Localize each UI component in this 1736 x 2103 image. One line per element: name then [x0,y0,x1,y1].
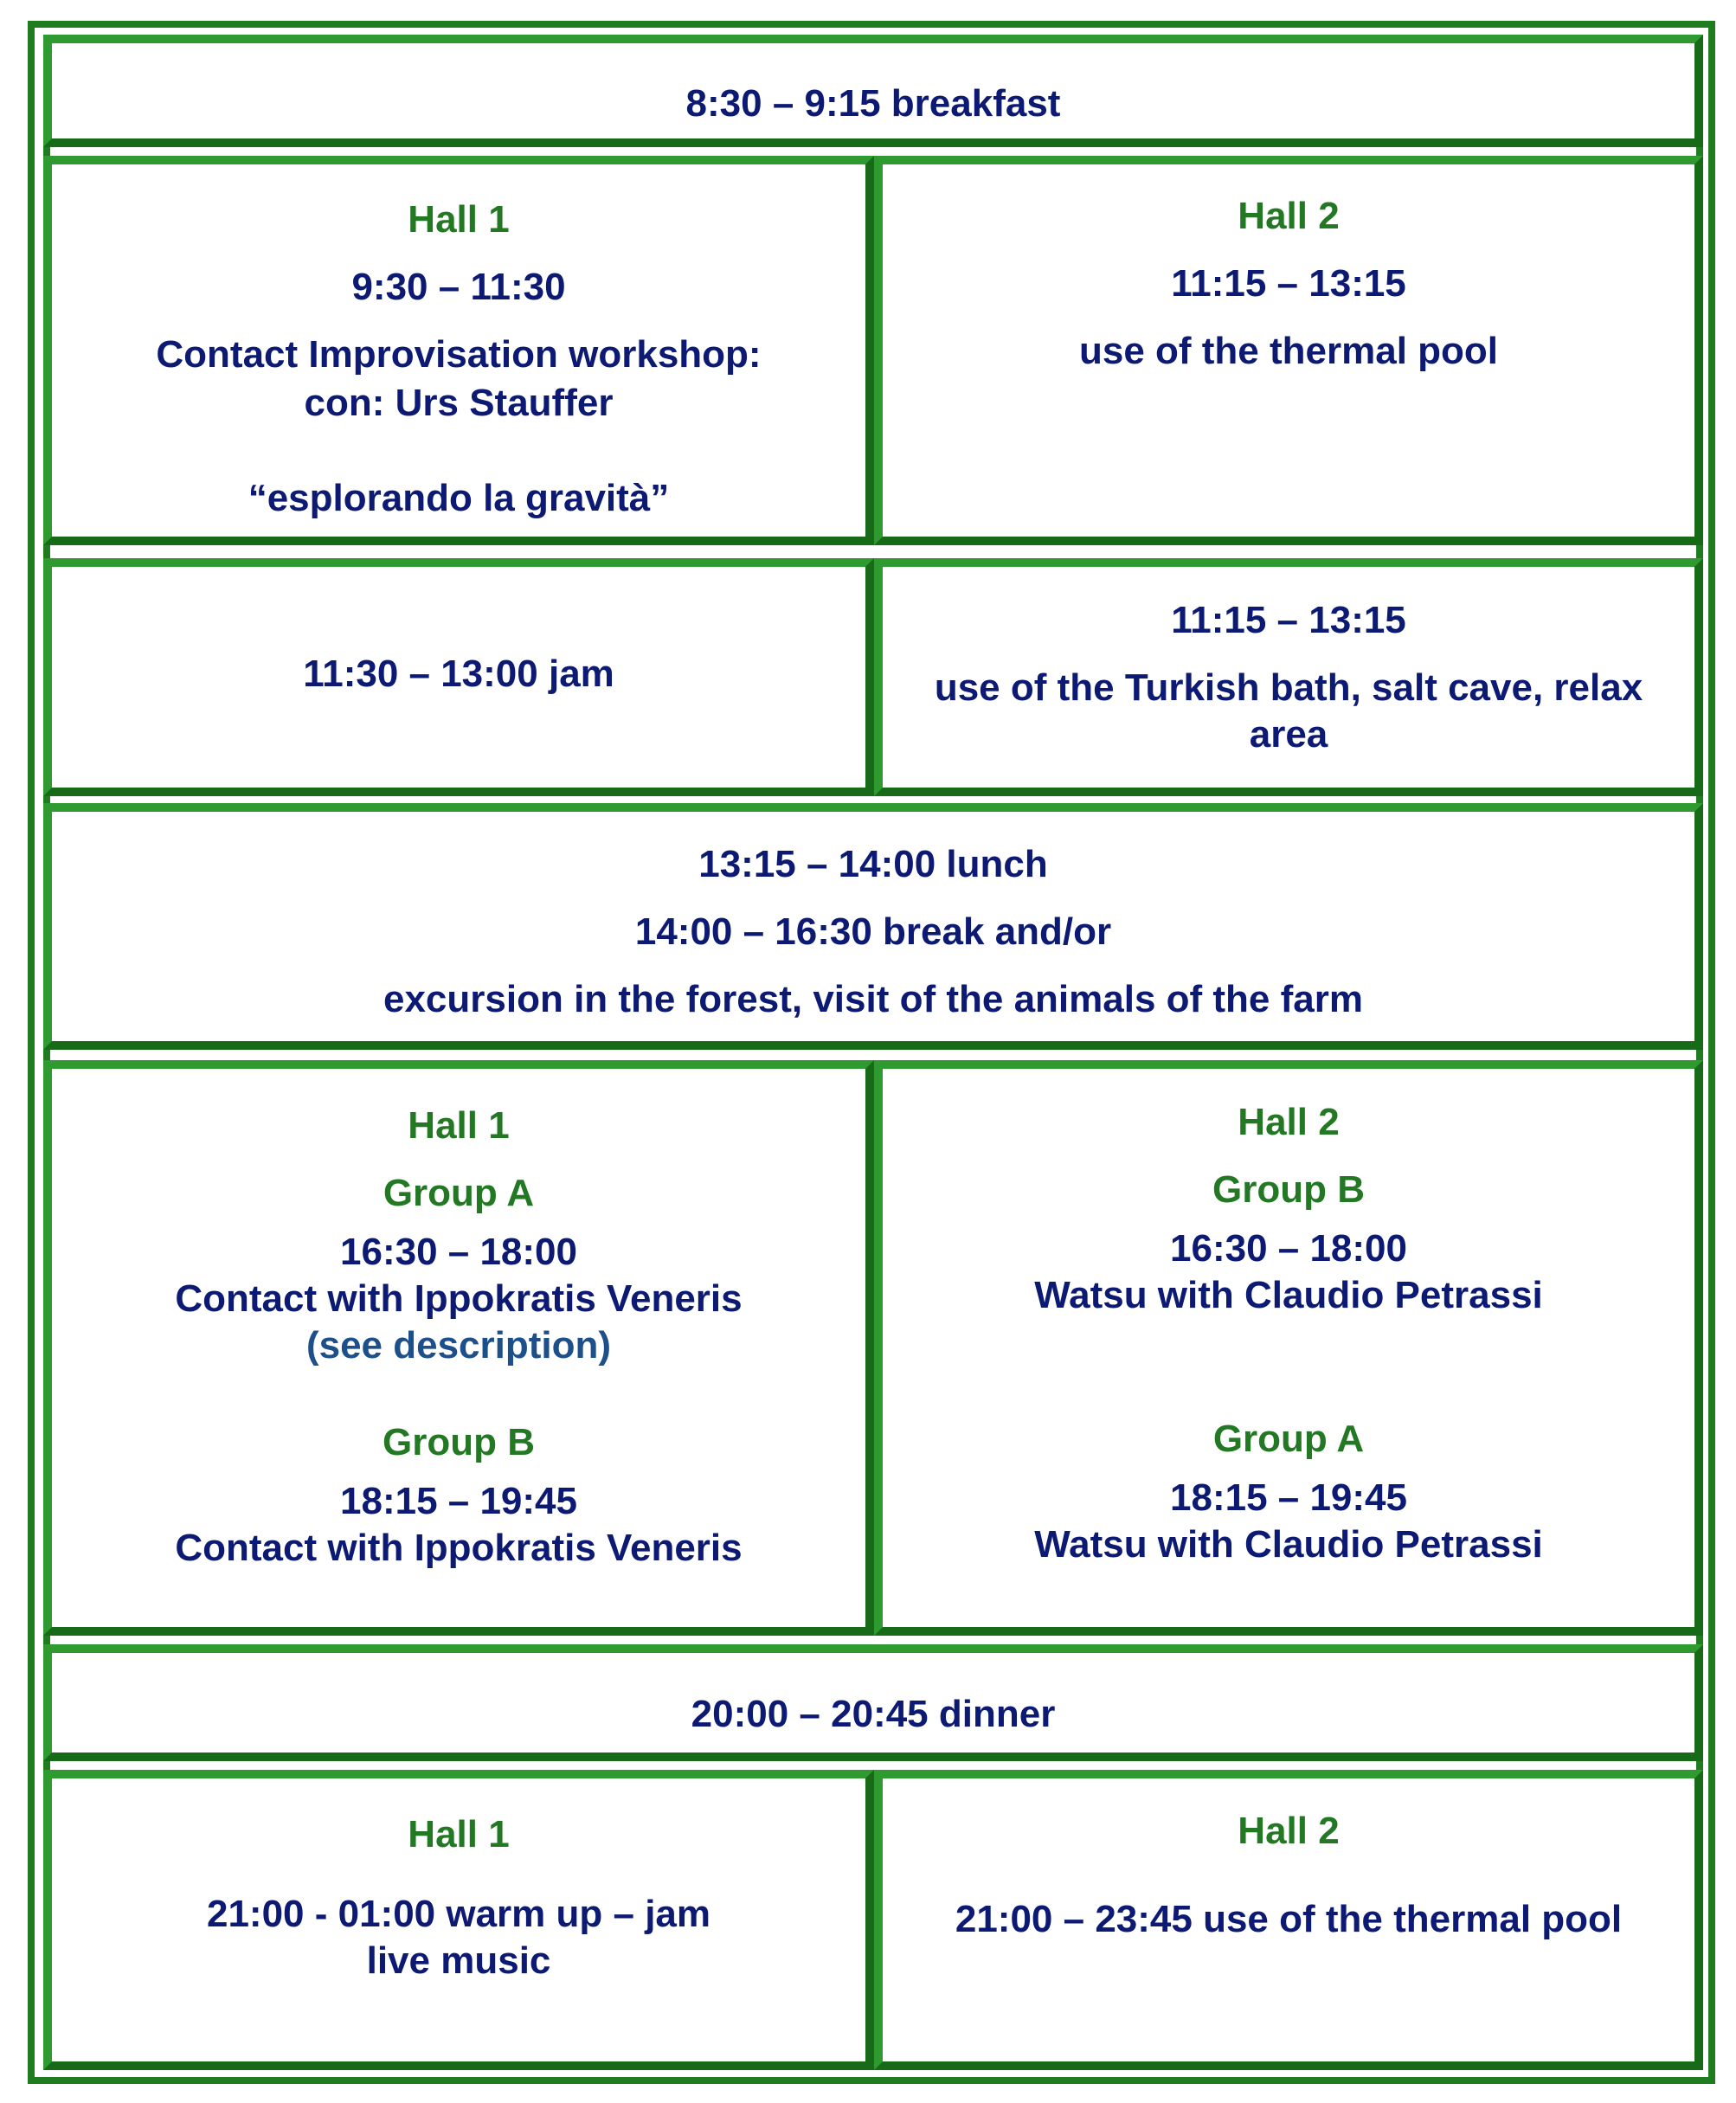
dinner-text: 20:00 – 20:45 dinner [691,1693,1056,1735]
time-text: 16:30 – 18:00 [1170,1227,1407,1270]
workshop-subtitle: “esplorando la gravità” [248,477,670,519]
dinner-cell [43,1644,1703,1761]
hall1-label: Hall 1 [408,1813,510,1855]
hall2-label: Hall 2 [1238,1101,1340,1143]
lunch-cell [43,803,1703,1050]
time-text: 11:15 – 13:15 [1171,262,1406,305]
hall1-label: Hall 1 [408,1104,510,1147]
group-label: Group A [1212,1418,1365,1460]
group-label: Group B [1212,1168,1365,1211]
activity-text: Contact with Ippokratis Veneris [175,1527,743,1569]
activity-text: use of the thermal pool [1078,330,1499,372]
teacher-text: con: Urs Stauffer [304,382,614,424]
activity-text: Watsu with Claudio Petrassi [1034,1274,1543,1316]
group-label: Group B [383,1421,535,1463]
morning-hall1-cell [43,156,874,545]
breakfast-text: 8:30 – 9:15 breakfast [685,82,1061,125]
time-text: 18:15 – 19:45 [1170,1476,1407,1519]
group-label: Group A [383,1172,535,1214]
time-text: 16:30 – 18:00 [340,1231,577,1273]
time-text: 11:15 – 13:15 [1171,599,1406,641]
hall2-label: Hall 2 [1238,195,1340,237]
hall1-label: Hall 1 [408,198,510,241]
midmorning-hall2-cell [874,558,1703,796]
activity-text: Watsu with Claudio Petrassi [1034,1523,1543,1566]
evening-hall1-cell [43,1770,874,2070]
activity-text: Contact with Ippokratis Veneris [175,1277,743,1320]
afternoon-hall1-cell [43,1060,874,1636]
afternoon-hall2-cell [874,1060,1703,1636]
midmorning-hall1-cell [43,558,874,796]
excursion-text: excursion in the forest, visit of the animals of the farm [383,978,1363,1020]
time-text: 18:15 – 19:45 [340,1480,577,1522]
evening-activity-line2: live music [366,1939,551,1982]
evening-activity-line1: 21:00 – 23:45 use of the thermal pool [955,1898,1623,1940]
breakfast-cell [43,35,1703,147]
lunch-text: 13:15 – 14:00 lunch [698,843,1048,885]
hall2-label: Hall 2 [1238,1810,1340,1852]
evening-hall2-cell [874,1770,1703,2070]
activity-text-line1: use of the Turkish bath, salt cave, relax [934,666,1643,709]
morning-hall2-cell [874,156,1703,545]
time-text: 9:30 – 11:30 [351,266,566,308]
jam-text: 11:30 – 13:00 jam [303,653,614,695]
break-text: 14:00 – 16:30 break and/or [634,910,1112,953]
activity-text-line2: area [1249,713,1328,756]
workshop-title: Contact Improvisation workshop: [156,333,762,376]
evening-activity-line1: 21:00 - 01:00 warm up – jam [206,1893,711,1935]
see-description-link[interactable]: (see description) [305,1324,612,1367]
